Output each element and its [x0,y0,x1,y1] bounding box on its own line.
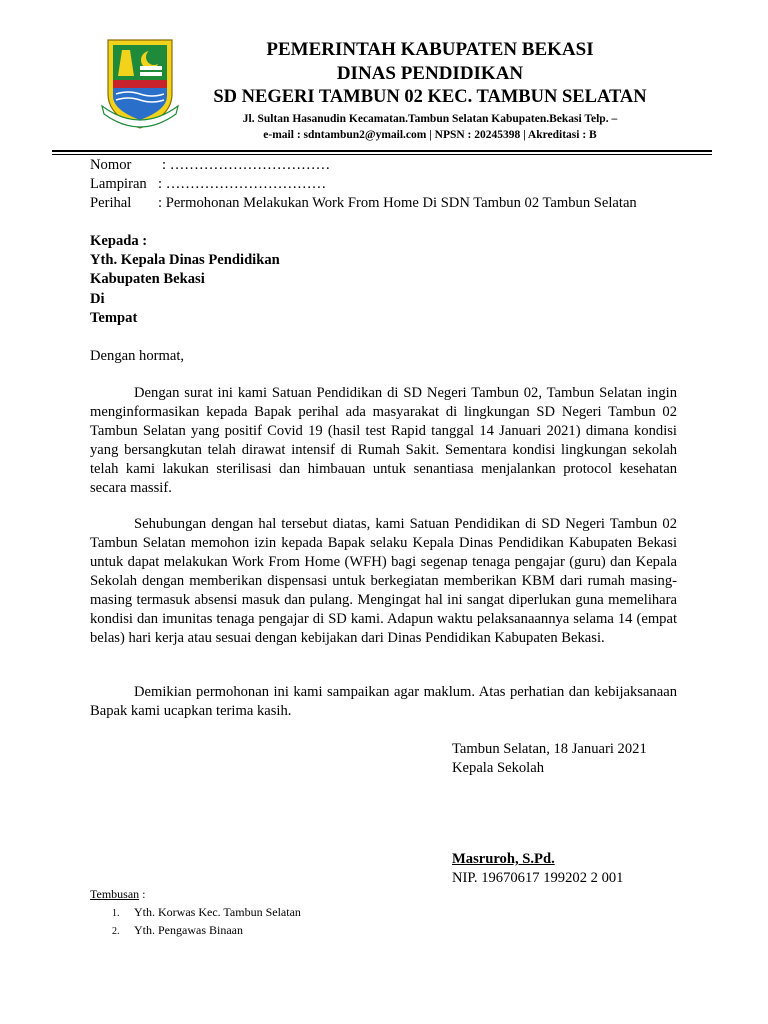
list-item-number: 2. [112,926,120,937]
lampiran-label: Lampiran [90,176,147,192]
perihal-label: Perihal [90,195,132,211]
list-item [112,904,301,922]
meta-lampiran [90,175,326,194]
list-item-text: Yth. Pengawas Binaan [134,923,243,937]
lampiran-value: : …………………………… [158,176,327,192]
recipient-region: Kabupaten Bekasi [90,271,205,287]
recipient-tempat: Tempat [90,310,138,326]
letterhead-agency: DINAS PENDIDIKAN [336,63,524,84]
letterhead-divider [52,150,712,152]
nomor-value: : …………………………… [162,157,331,173]
letterhead-address: Jl. Sultan Hasanudin Kecamatan.Tambun Selatan Kabupaten.Bekasi Telp. – [242,113,618,125]
letterhead-contact: e-mail : sdntambun2@ymail.com | NPSN : 20245398 | Akreditasi : B [263,129,597,141]
list-item-number: 1. [112,908,120,919]
letterhead-divider-thin [52,154,712,155]
greeting: Dengan hormat, [90,348,185,364]
signature-nip: NIP. 19670617 199202 2 001 [452,870,624,886]
recipient-di: Di [90,291,105,307]
kabupaten-bekasi-logo [100,36,180,132]
meta-nomor [90,156,330,175]
letterhead-school: SD NEGERI TAMBUN 02 KEC. TAMBUN SELATAN [213,87,647,107]
letterhead-government: PEMERINTAH KABUPATEN BEKASI [266,39,594,60]
signature-place-date: Tambun Selatan, 18 Januari 2021 [452,741,647,757]
nomor-label: Nomor [90,157,132,173]
tembusan [90,886,146,902]
body-paragraph-2: Sehubungan dengan hal tersebut diatas, kami Satuan Pendidikan di SD Negeri Tambun 02 Tambun Selatan memohon izin kepada Bapak selaku Kepala Dinas Pendidikan Kabupaten Bekasi untuk dapat melakukan Work From Home (WFH) bagi segenap tenaga pengajar (guru) dan Kepala Sekolah dengan memberikan dispensasi untuk berkegiatan memberikan KBM dari rumah masing-masing termasuk absensi masuk dan pulang. Mengingat hal ini sangat diperlukan guna memelihara kondisi dan imunitas tenaga pengajar di SD kami. Adapun waktu pelaksanaannya selama 14 (empat belas) hari kerja atau sesuai dengan kebijakan dari Dinas Pendidikan Kabupaten Bekasi. [90,516,677,646]
meta-perihal [90,194,637,213]
signature-name: Masruroh, S.Pd. [452,851,555,867]
tembusan-label: Tembusan [90,887,140,901]
tembusan-list [112,904,301,940]
list-item-text: Yth. Korwas Kec. Tambun Selatan [134,905,301,919]
letterhead [190,38,670,143]
perihal-value: : Permohonan Melakukan Work From Home Di SDN Tambun 02 Tambun Selatan [158,195,637,211]
recipient-kepada: Kepada : [90,233,148,249]
tembusan-colon: : [139,887,146,901]
body-paragraph-1: Dengan surat ini kami Satuan Pendidikan di SD Negeri Tambun 02, Tambun Selatan ingin menginformasikan kepada Bapak perihal ada masyarakat di lingkungan SD Negeri Tambun 02 Tambun Selatan yang positif Covid 19 (hasil test Rapid tanggal 14 Januari 2021) dimana kondisi yang bersangkutan telah dirawat intensif di Rumah Sakit. Sementara kondisi lingkungan sekolah telah kami lakukan sterilisasi dan himbauan untuk senantiasa menjalankan protocol kesehatan secara massif. [90,385,677,496]
list-item [112,922,301,940]
signature-position: Kepala Sekolah [452,760,544,776]
recipient-title: Yth. Kepala Dinas Pendidikan [90,252,280,268]
body-paragraph-3: Demikian permohonan ini kami sampaikan agar maklum. Atas perhatian dan kebijaksanaan Bapak kami ucapkan terima kasih. [90,684,677,719]
